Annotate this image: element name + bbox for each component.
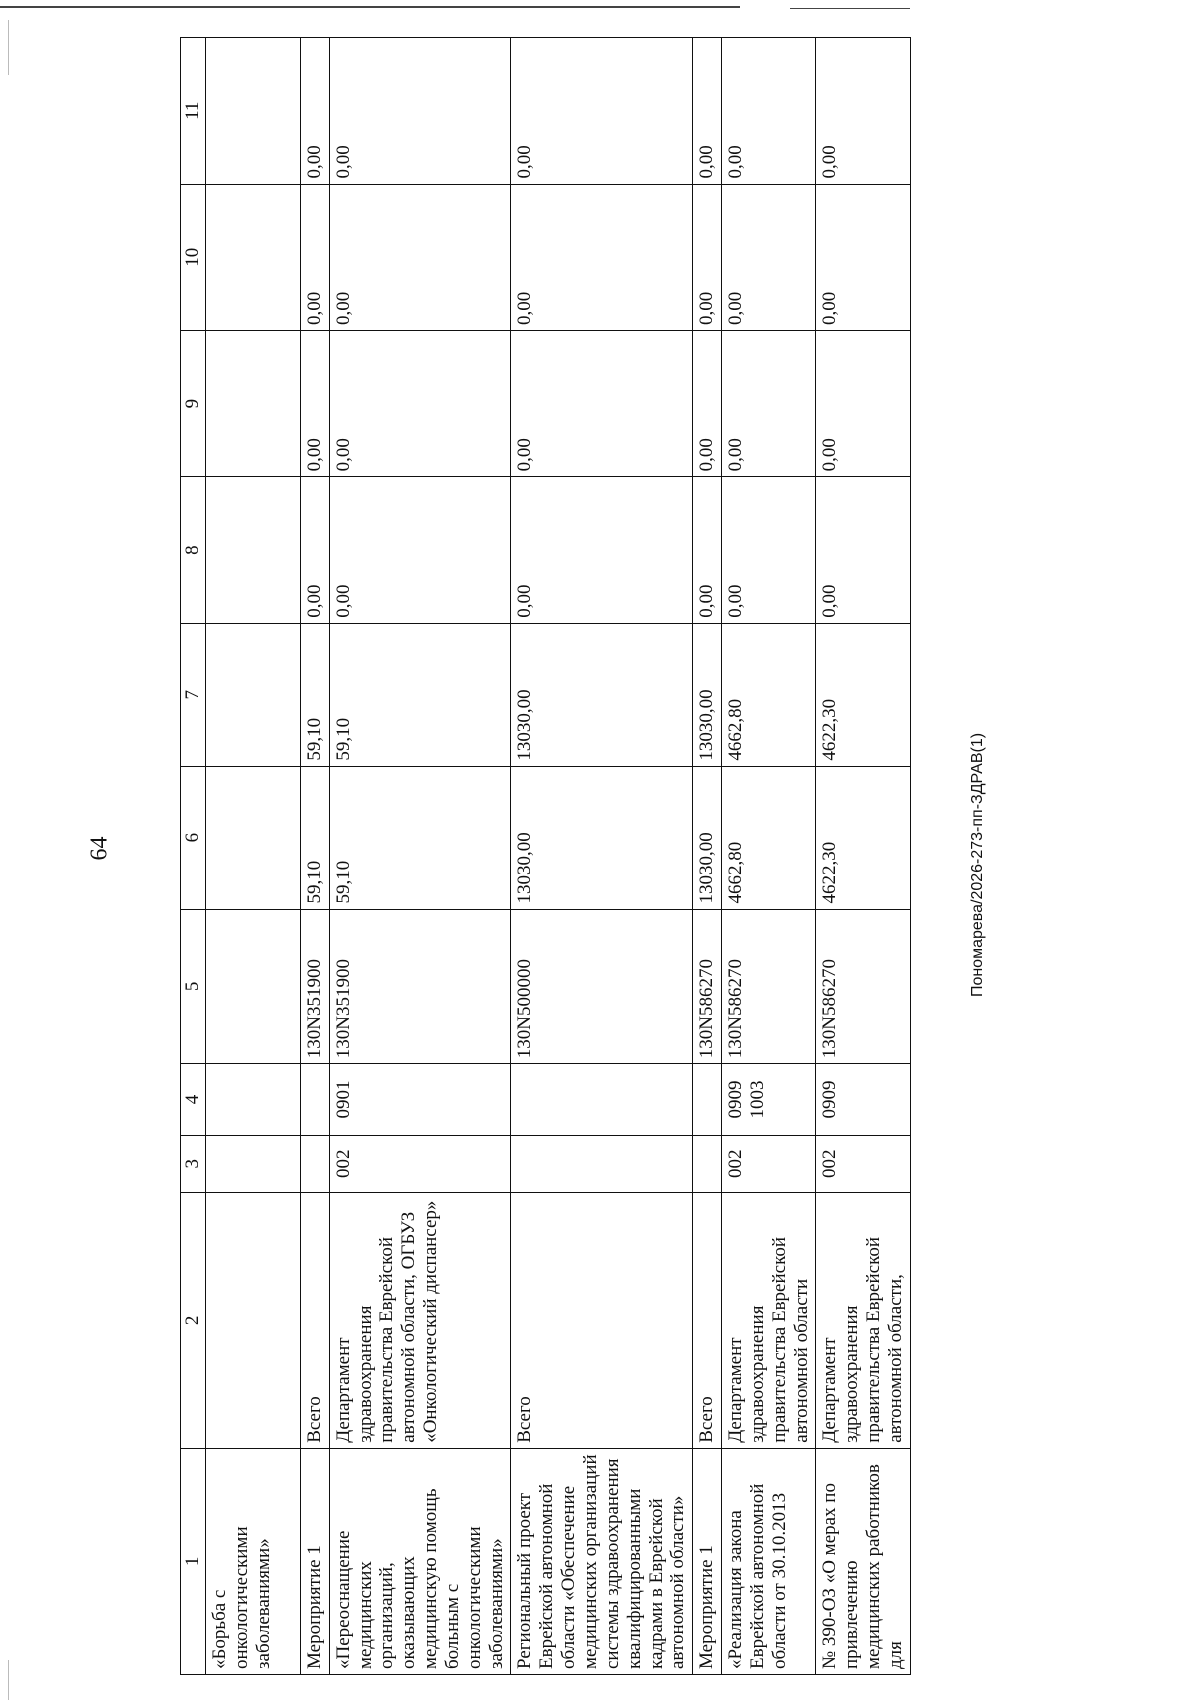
column-number: 1 [181,1448,206,1674]
amount-cell [205,477,300,623]
program-name-cell: Региональный проект Еврейской автономной области «Обеспечение медицинских организаций системы здравоохранения квалифицированными кадрами в Еврейской автономной области» [511,1448,693,1674]
column-number: 7 [181,623,206,766]
amount-cell: 0,00 [329,38,511,185]
amount-cell: 0,00 [722,477,816,623]
table-row [722,38,816,1675]
amount-total-cell: 4622,30 [816,766,910,909]
program-name-cell: № 390-ОЗ «О мерах по привлечению медицинских работников для [816,1448,910,1674]
column-number: 9 [181,330,206,476]
column-number: 11 [181,38,206,185]
amount-cell: 0,00 [511,477,693,623]
executor-cell: Всего [693,1192,722,1448]
column-number: 4 [181,1064,206,1135]
program-name-cell: «Реализация закона Еврейской автономной области от 30.10.2013 [722,1448,816,1674]
executor-cell: Департамент здравоохранения правительства Еврейской автономной области, [816,1192,910,1448]
column-number: 3 [181,1135,206,1192]
target-article-cell: 130N586270 [816,909,910,1064]
section-cell [300,1064,329,1135]
table-row [205,38,300,1675]
amount-total-cell [205,766,300,909]
target-article-cell: 130N500000 [511,909,693,1064]
grbs-cell [205,1135,300,1192]
amount-cell: 0,00 [300,184,329,330]
program-name-cell: Мероприятие 1 [300,1448,329,1674]
target-article-cell [205,909,300,1064]
scan-edge-line [790,8,910,9]
grbs-cell: 002 [722,1135,816,1192]
column-number: 5 [181,909,206,1064]
table-row [329,38,511,1675]
executor-cell: Департамент здравоохранения правительства Еврейской автономной области [722,1192,816,1448]
amount-cell: 13030,00 [693,623,722,766]
section-cell [693,1064,722,1135]
amount-cell: 13030,00 [511,623,693,766]
document-footer-id: Пономарева/2026-273-пп-ЗДРАВ(1) [969,732,986,998]
program-name-cell: Мероприятие 1 [693,1448,722,1674]
amount-cell: 0,00 [693,330,722,476]
column-number: 6 [181,766,206,909]
amount-cell: 0,00 [816,184,910,330]
section-cell: 0909 [816,1064,910,1135]
scan-edge-mark [8,20,9,75]
amount-cell: 0,00 [511,184,693,330]
amount-cell [205,623,300,766]
target-article-cell: 130N351900 [300,909,329,1064]
amount-cell: 0,00 [693,477,722,623]
amount-total-cell: 59,10 [300,766,329,909]
column-number: 10 [181,184,206,330]
amount-cell: 0,00 [511,38,693,185]
amount-cell: 0,00 [329,477,511,623]
table-row [693,38,722,1675]
target-article-cell: 130N586270 [722,909,816,1064]
amount-cell: 59,10 [329,623,511,766]
scan-edge-line [0,6,740,8]
amount-total-cell: 4662,80 [722,766,816,909]
amount-cell [205,184,300,330]
scan-edge-mark [8,1660,9,1700]
grbs-cell: 002 [816,1135,910,1192]
grbs-cell [511,1135,693,1192]
amount-cell: 0,00 [300,477,329,623]
column-number: 2 [181,1192,206,1448]
target-article-cell: 130N351900 [329,909,511,1064]
amount-cell: 0,00 [816,477,910,623]
amount-cell: 0,00 [511,330,693,476]
table-row [511,38,693,1675]
grbs-cell [693,1135,722,1192]
amount-cell: 0,00 [722,184,816,330]
executor-cell [205,1192,300,1448]
amount-total-cell: 13030,00 [511,766,693,909]
section-cell: 0901 [329,1064,511,1135]
amount-cell: 0,00 [816,330,910,476]
amount-cell: 4662,80 [722,623,816,766]
amount-cell: 0,00 [300,330,329,476]
executor-cell: Всего [511,1192,693,1448]
amount-cell: 0,00 [722,330,816,476]
grbs-cell: 002 [329,1135,511,1192]
section-cell: 0909 1003 [722,1064,816,1135]
amount-total-cell: 13030,00 [693,766,722,909]
amount-cell: 0,00 [816,38,910,185]
amount-total-cell: 59,10 [329,766,511,909]
amount-cell: 0,00 [693,38,722,185]
executor-cell: Всего [300,1192,329,1448]
rotated-table-container [180,37,1060,1675]
table-row [300,38,329,1675]
amount-cell: 0,00 [300,38,329,185]
amount-cell: 0,00 [329,184,511,330]
program-name-cell: «Борьба с онкологическими заболеваниями» [205,1448,300,1674]
amount-cell: 0,00 [693,184,722,330]
section-cell [205,1064,300,1135]
amount-cell: 59,10 [300,623,329,766]
table-row [816,38,910,1675]
page-number: 64 [86,836,113,861]
budget-table [180,37,911,1675]
program-name-cell: «Переоснащение медицинских организаций, оказывающих медицинскую помощь больным с онкологическими заболеваниями» [329,1448,511,1674]
target-article-cell: 130N586270 [693,909,722,1064]
column-number: 8 [181,477,206,623]
amount-cell: 0,00 [722,38,816,185]
column-number-row [181,38,206,1675]
amount-cell: 4622,30 [816,623,910,766]
section-cell [511,1064,693,1135]
amount-cell [205,38,300,185]
grbs-cell [300,1135,329,1192]
amount-cell: 0,00 [329,330,511,476]
executor-cell: Департамент здравоохранения правительства Еврейской автономной области, ОГБУЗ «Онкологический диспансер» [329,1192,511,1448]
amount-cell [205,330,300,476]
